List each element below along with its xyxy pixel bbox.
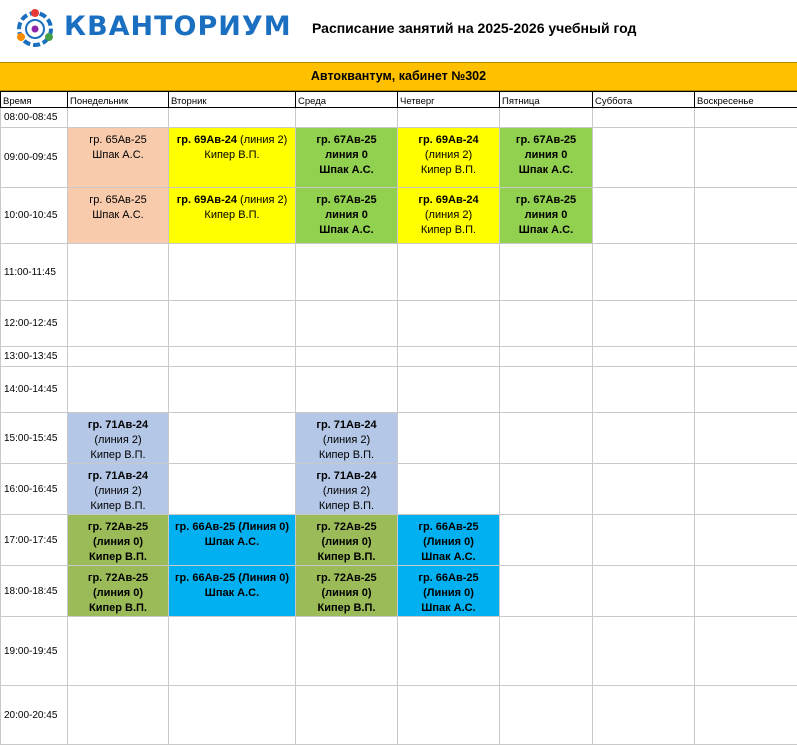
empty-cell	[68, 347, 169, 367]
empty-cell	[68, 108, 169, 128]
header-thursday: Четверг	[398, 92, 500, 108]
empty-cell	[398, 301, 500, 347]
empty-cell	[500, 367, 593, 413]
header-friday: Пятница	[500, 92, 593, 108]
time-cell: 08:00-08:45	[1, 108, 68, 128]
empty-cell	[500, 244, 593, 301]
class-cell-wed-1000[interactable]	[296, 188, 398, 244]
empty-cell	[593, 686, 695, 745]
gear-logo-icon	[12, 6, 58, 52]
group-label: гр. 69Ав-24	[177, 194, 237, 206]
teacher-label: Кипер В.П.	[68, 601, 168, 616]
empty-cell	[593, 464, 695, 515]
group-label: гр. 72Ав-25	[68, 571, 168, 586]
teacher-label: Кипер В.П.	[296, 448, 397, 463]
group-label: гр. 71Ав-24	[296, 418, 397, 433]
class-cell-wed-1700[interactable]	[296, 515, 398, 566]
empty-cell	[695, 301, 797, 347]
page-header	[0, 0, 797, 62]
header-wednesday: Среда	[296, 92, 398, 108]
empty-cell	[68, 301, 169, 347]
teacher-label: Кипер В.П.	[398, 223, 499, 238]
group-label: гр. 65Ав-25	[68, 133, 168, 148]
empty-cell	[695, 108, 797, 128]
group-label: гр. 69Ав-24	[398, 133, 499, 148]
group-label: гр. 71Ав-24	[68, 469, 168, 484]
line-label: (линия 2)	[296, 484, 397, 499]
time-cell: 16:00-16:45	[1, 464, 68, 515]
empty-cell	[500, 617, 593, 686]
empty-cell	[593, 515, 695, 566]
line-label: линия 0	[500, 148, 592, 163]
teacher-label: Кипер В.П.	[296, 499, 397, 514]
line-label: (линия 2)	[398, 148, 499, 163]
group-label: гр. 71Ав-24	[296, 469, 397, 484]
empty-cell	[398, 108, 500, 128]
teacher-label: Шпак А.С.	[398, 550, 499, 565]
empty-cell	[593, 347, 695, 367]
empty-cell	[500, 413, 593, 464]
empty-cell	[593, 244, 695, 301]
group-label: гр. 67Ав-25	[296, 133, 397, 148]
empty-cell	[68, 244, 169, 301]
group-label: гр. 71Ав-24	[68, 418, 168, 433]
header-time: Время	[1, 92, 68, 108]
header-tuesday: Вторник	[169, 92, 296, 108]
time-cell: 13:00-13:45	[1, 347, 68, 367]
line-label: (линия 0)	[296, 535, 397, 550]
group-label: гр. 69Ав-24	[398, 193, 499, 208]
empty-cell	[695, 566, 797, 617]
class-cell-mon-1600[interactable]	[68, 464, 169, 515]
teacher-label: Кипер В.П.	[398, 163, 499, 178]
table-row	[1, 108, 797, 128]
empty-cell	[169, 347, 296, 367]
empty-cell	[169, 244, 296, 301]
empty-cell	[296, 108, 398, 128]
line-label: (линия 2)	[398, 208, 499, 223]
table-row	[1, 244, 797, 301]
class-cell-mon-1000[interactable]	[68, 188, 169, 244]
table-row	[1, 128, 797, 188]
empty-cell	[593, 367, 695, 413]
table-row	[1, 367, 797, 413]
line-label: линия 0	[296, 208, 397, 223]
teacher-label: Кипер В.П.	[296, 550, 397, 565]
time-cell: 18:00-18:45	[1, 566, 68, 617]
empty-cell	[500, 108, 593, 128]
class-cell-thu-1800[interactable]	[398, 566, 500, 617]
empty-cell	[500, 515, 593, 566]
empty-cell	[169, 367, 296, 413]
teacher-label: Кипер В.П.	[68, 550, 168, 565]
empty-cell	[695, 515, 797, 566]
empty-cell	[169, 617, 296, 686]
line-label: (Линия 0)	[398, 535, 499, 550]
kvantorium-logo	[12, 6, 292, 52]
empty-cell	[398, 347, 500, 367]
time-cell: 10:00-10:45	[1, 188, 68, 244]
teacher-label: Кипер В.П.	[169, 208, 295, 223]
empty-cell	[68, 367, 169, 413]
empty-cell	[593, 617, 695, 686]
empty-cell	[398, 367, 500, 413]
empty-cell	[695, 188, 797, 244]
empty-cell	[398, 686, 500, 745]
empty-cell	[593, 108, 695, 128]
time-cell: 17:00-17:45	[1, 515, 68, 566]
line-label: линия 0	[296, 148, 397, 163]
group-label: гр. 67Ав-25	[500, 193, 592, 208]
teacher-label: Шпак А.С.	[169, 586, 295, 601]
time-cell: 20:00-20:45	[1, 686, 68, 745]
empty-cell	[695, 413, 797, 464]
group-label: гр. 66Ав-25 (Линия 0)	[169, 571, 295, 586]
group-label: гр. 67Ав-25	[296, 193, 397, 208]
page-title: Расписание занятий на 2025-2026 учебный год	[312, 20, 636, 36]
header-monday: Понедельник	[68, 92, 169, 108]
class-cell-tue-1800[interactable]	[169, 566, 296, 617]
class-cell-mon-1800[interactable]	[68, 566, 169, 617]
teacher-label: Кипер В.П.	[169, 148, 295, 163]
class-cell-fri-0900[interactable]	[500, 128, 593, 188]
logo-text: КВАНТОРИУМ	[64, 11, 292, 42]
empty-cell	[695, 464, 797, 515]
empty-cell	[695, 347, 797, 367]
time-cell: 19:00-19:45	[1, 617, 68, 686]
class-cell-thu-1000[interactable]	[398, 188, 500, 244]
teacher-label: Шпак А.С.	[68, 208, 168, 223]
teacher-label: Кипер В.П.	[68, 448, 168, 463]
empty-cell	[169, 464, 296, 515]
empty-cell	[398, 617, 500, 686]
table-row	[1, 515, 797, 566]
table-row	[1, 566, 797, 617]
empty-cell	[296, 617, 398, 686]
table-row	[1, 413, 797, 464]
empty-cell	[398, 413, 500, 464]
class-cell-tue-1000[interactable]	[169, 188, 296, 244]
teacher-label: Шпак А.С.	[296, 223, 397, 238]
line-label: (линия 2)	[68, 433, 168, 448]
table-row	[1, 188, 797, 244]
empty-cell	[695, 244, 797, 301]
teacher-label: Шпак А.С.	[169, 535, 295, 550]
group-label: гр. 66Ав-25	[398, 520, 499, 535]
group-label: гр. 65Ав-25	[68, 193, 168, 208]
teacher-label: Кипер В.П.	[296, 601, 397, 616]
time-cell: 12:00-12:45	[1, 301, 68, 347]
class-cell-fri-1000[interactable]	[500, 188, 593, 244]
line-label: (линия 2)	[237, 194, 287, 206]
line-label: (линия 2)	[68, 484, 168, 499]
line-label: (Линия 0)	[398, 586, 499, 601]
group-label: гр. 66Ав-25 (Линия 0)	[169, 520, 295, 535]
teacher-label: Шпак А.С.	[296, 163, 397, 178]
table-row	[1, 686, 797, 745]
table-row	[1, 617, 797, 686]
empty-cell	[500, 301, 593, 347]
schedule-table	[0, 91, 797, 745]
class-cell-thu-1700[interactable]	[398, 515, 500, 566]
empty-cell	[68, 617, 169, 686]
class-cell-wed-1800[interactable]	[296, 566, 398, 617]
table-row	[1, 464, 797, 515]
teacher-label: Шпак А.С.	[500, 223, 592, 238]
line-label: (линия 0)	[68, 586, 168, 601]
header-saturday: Суббота	[593, 92, 695, 108]
class-cell-mon-0900[interactable]	[68, 128, 169, 188]
line-label: линия 0	[500, 208, 592, 223]
empty-cell	[593, 566, 695, 617]
day-header-row	[1, 92, 797, 108]
group-label: гр. 72Ав-25	[296, 571, 397, 586]
teacher-label: Кипер В.П.	[68, 499, 168, 514]
empty-cell	[593, 128, 695, 188]
header-sunday: Воскресенье	[695, 92, 797, 108]
time-cell: 11:00-11:45	[1, 244, 68, 301]
empty-cell	[500, 347, 593, 367]
empty-cell	[593, 301, 695, 347]
table-row	[1, 301, 797, 347]
empty-cell	[296, 686, 398, 745]
class-cell-wed-1500[interactable]	[296, 413, 398, 464]
empty-cell	[296, 367, 398, 413]
class-cell-tue-0900[interactable]	[169, 128, 296, 188]
empty-cell	[398, 244, 500, 301]
group-label: гр. 69Ав-24	[177, 134, 237, 146]
teacher-label: Шпак А.С.	[500, 163, 592, 178]
line-label: (линия 0)	[68, 535, 168, 550]
empty-cell	[296, 301, 398, 347]
line-label: (линия 2)	[237, 134, 287, 146]
time-cell: 14:00-14:45	[1, 367, 68, 413]
empty-cell	[593, 413, 695, 464]
empty-cell	[169, 108, 296, 128]
class-cell-mon-1500[interactable]	[68, 413, 169, 464]
group-label: гр. 72Ав-25	[68, 520, 168, 535]
class-cell-thu-0900[interactable]	[398, 128, 500, 188]
empty-cell	[695, 617, 797, 686]
class-cell-wed-0900[interactable]	[296, 128, 398, 188]
time-cell: 09:00-09:45	[1, 128, 68, 188]
empty-cell	[593, 188, 695, 244]
empty-cell	[695, 128, 797, 188]
empty-cell	[695, 367, 797, 413]
empty-cell	[68, 686, 169, 745]
empty-cell	[500, 566, 593, 617]
group-label: гр. 72Ав-25	[296, 520, 397, 535]
empty-cell	[169, 413, 296, 464]
line-label: (линия 0)	[296, 586, 397, 601]
empty-cell	[695, 686, 797, 745]
teacher-label: Шпак А.С.	[398, 601, 499, 616]
line-label: (линия 2)	[296, 433, 397, 448]
empty-cell	[500, 686, 593, 745]
class-cell-wed-1600[interactable]	[296, 464, 398, 515]
empty-cell	[398, 464, 500, 515]
table-row	[1, 347, 797, 367]
class-cell-tue-1700[interactable]	[169, 515, 296, 566]
empty-cell	[500, 464, 593, 515]
empty-cell	[296, 244, 398, 301]
section-banner: Автоквантум, кабинет №302	[0, 62, 797, 91]
empty-cell	[169, 301, 296, 347]
class-cell-mon-1700[interactable]	[68, 515, 169, 566]
empty-cell	[169, 686, 296, 745]
time-cell: 15:00-15:45	[1, 413, 68, 464]
empty-cell	[296, 347, 398, 367]
teacher-label: Шпак А.С.	[68, 148, 168, 163]
group-label: гр. 66Ав-25	[398, 571, 499, 586]
group-label: гр. 67Ав-25	[500, 133, 592, 148]
